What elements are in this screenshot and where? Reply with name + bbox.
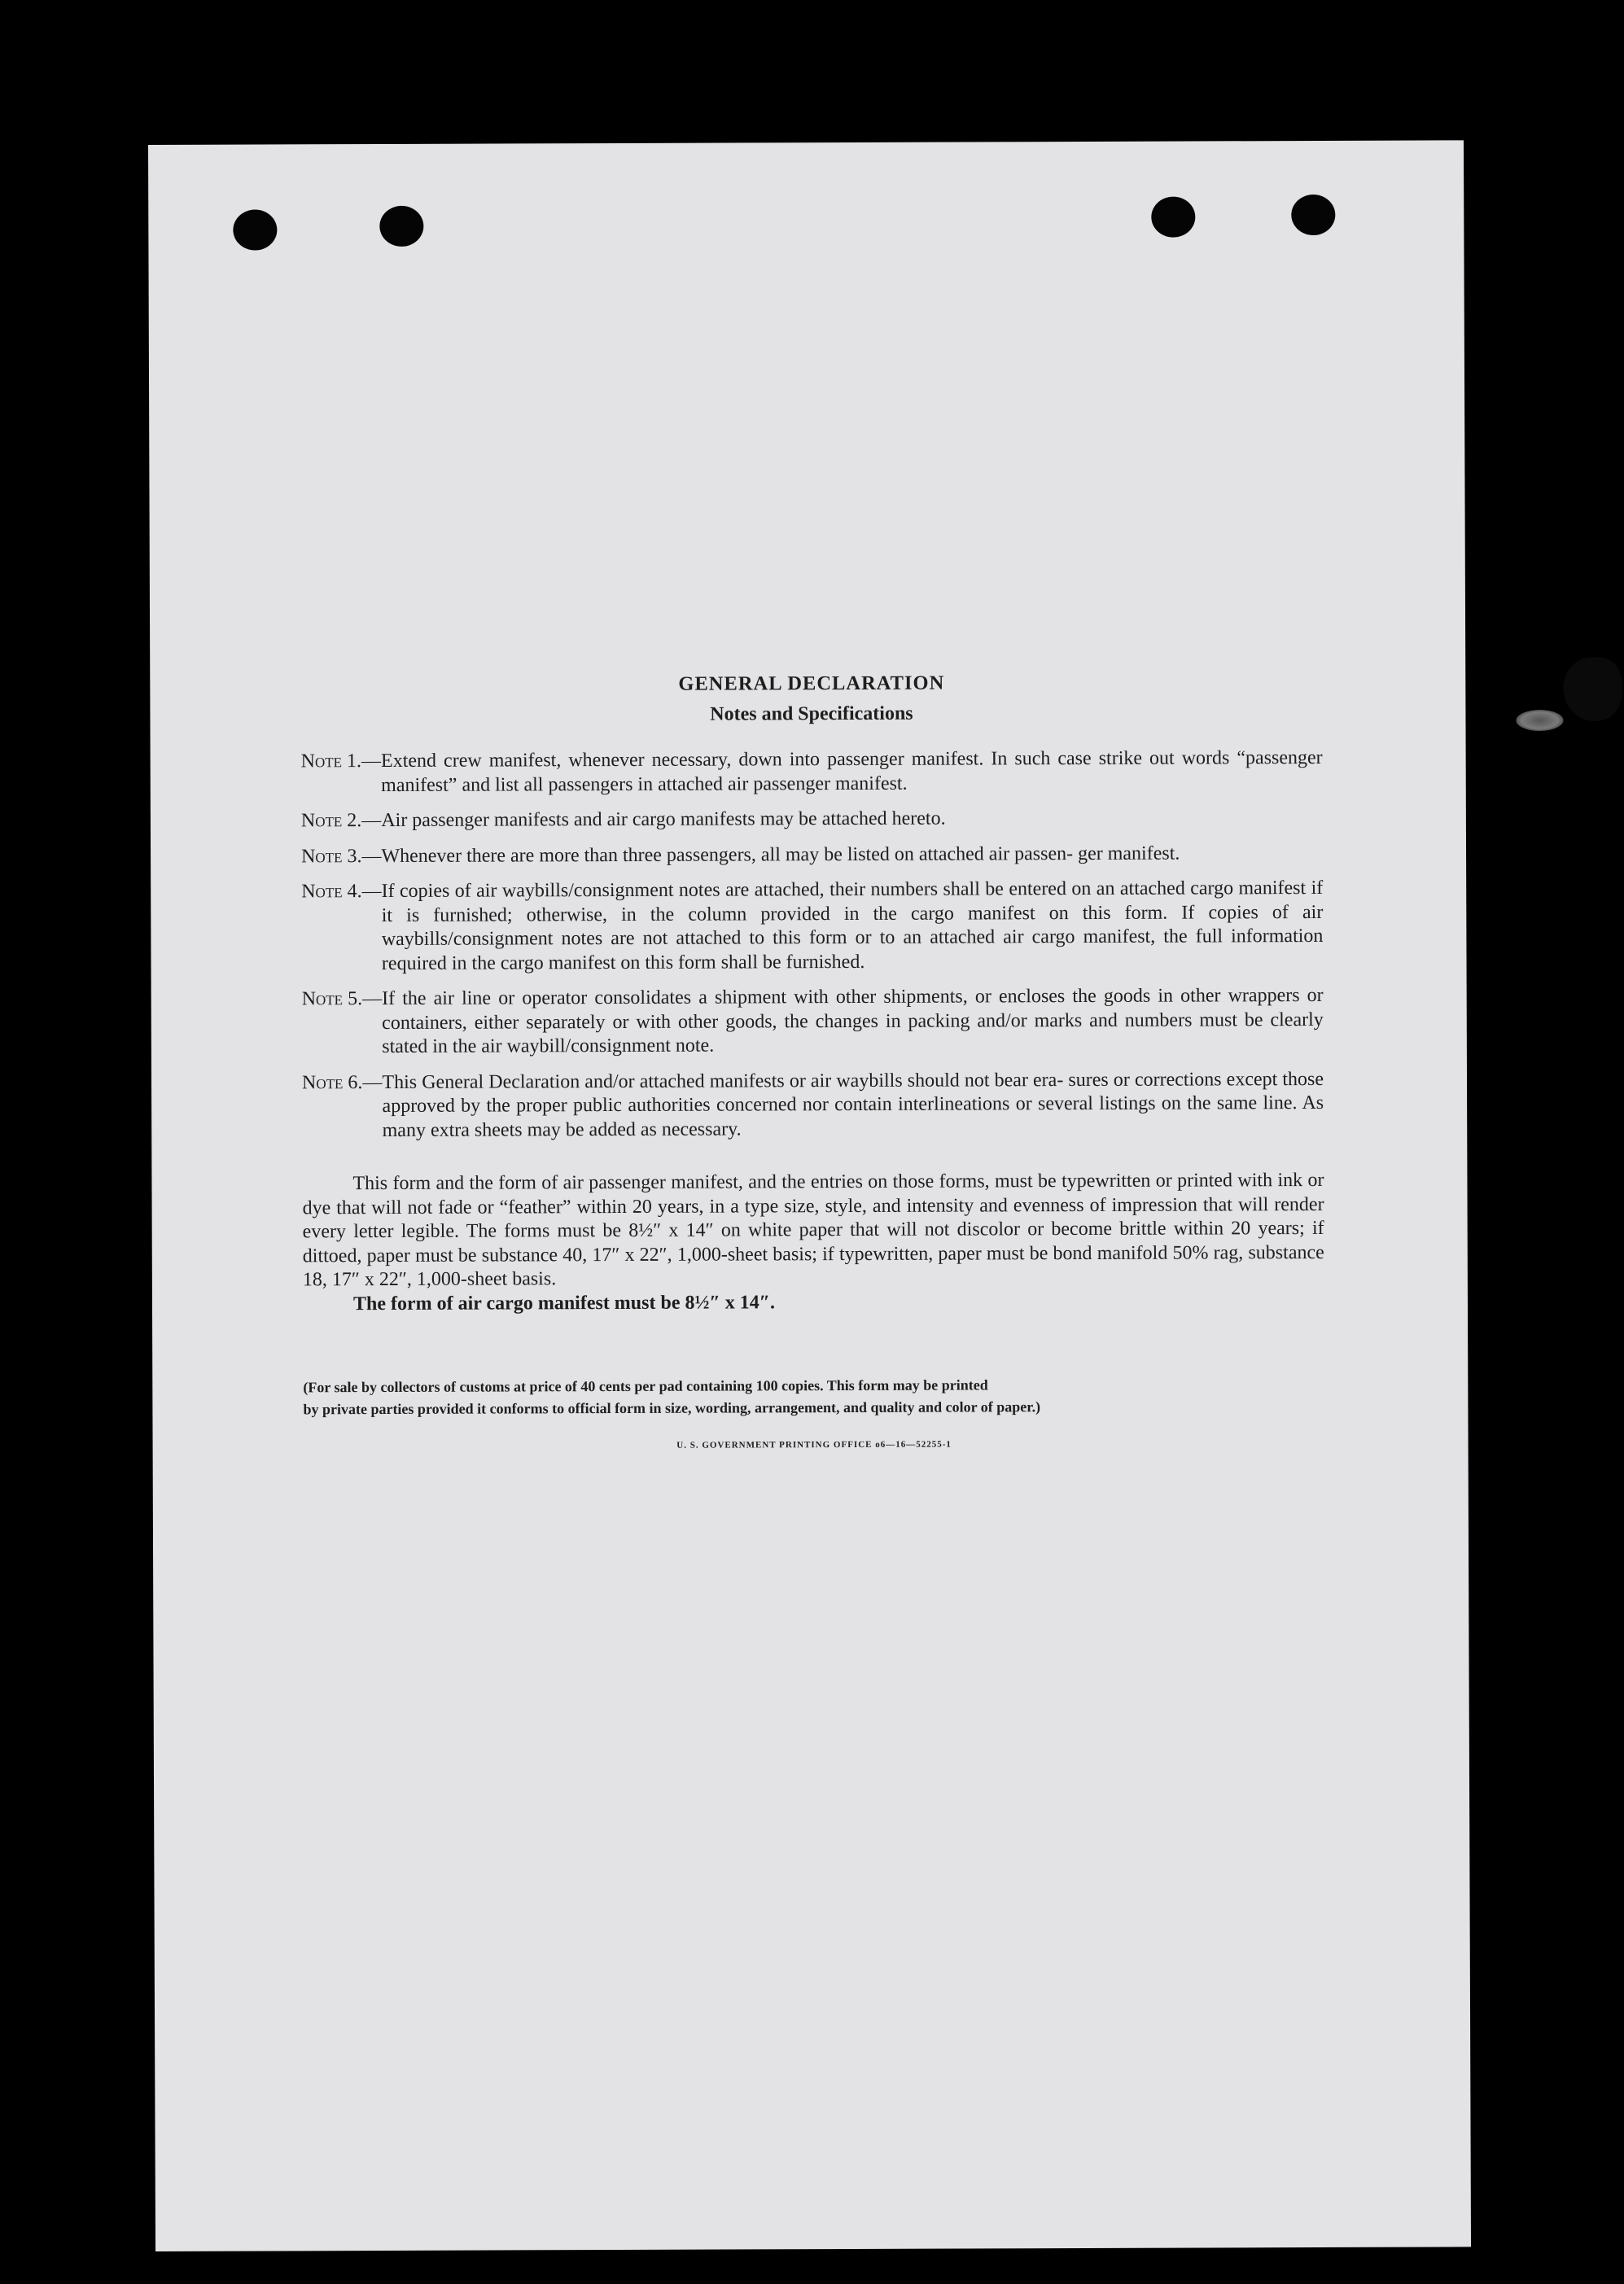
notes-content	[300, 668, 1324, 1451]
ink-smudge	[1516, 710, 1563, 731]
note-label: Note 2.—	[300, 810, 382, 832]
note-text-first-line: If copies of air waybills/consignment notes are attached, their numbers shall be entered	[381, 878, 1066, 903]
note-text-first-line: This General Declaration and/or attached manifests or air waybills should not bear era-	[382, 1069, 1064, 1093]
document-title: GENERAL DECLARATION	[678, 672, 945, 695]
note-label: Note 5.—	[301, 988, 383, 1010]
punch-hole-1	[233, 209, 277, 250]
note-body	[382, 877, 1324, 976]
sale-notice	[303, 1373, 1324, 1420]
cargo-manifest-size-text: The form of air cargo manifest must be 8½″ x 14″.	[352, 1291, 776, 1315]
note-text: strike out words “passenger manifest” and list all passengers in attached air passenger manifest.	[381, 746, 1323, 796]
document-page	[148, 140, 1471, 2251]
document-subtitle: Notes and Specifications	[710, 702, 913, 725]
note-text: ger manifest.	[1078, 842, 1180, 864]
note-text-first-line: Extend crew manifest, whenever necessary, down into passenger manifest. In such case	[380, 747, 1092, 772]
note-body	[382, 1067, 1324, 1143]
note-3	[301, 841, 1323, 869]
note-text-first-line: Whenever there are more than three passengers, all may be listed on attached air passen-	[381, 842, 1074, 867]
note-5	[302, 984, 1324, 1060]
punch-hole-2	[379, 206, 423, 247]
note-label: Note 6.—	[301, 1071, 383, 1093]
specifications-paragraph	[302, 1169, 1324, 1316]
note-text: sures or corrections except those approved by the proper public authorities concerned nor contain interlineations or several listings on the same line. As many extra sheets may be added as necessary.	[382, 1068, 1324, 1141]
note-text: goods in other wrappers or containers, either separately or with other goods, the changes in packing and/or marks and numbers must be clearly stated in the air waybill/consignment note.	[382, 984, 1324, 1058]
note-label: Note 1.—	[300, 750, 382, 772]
note-body	[382, 984, 1324, 1060]
note-1	[301, 746, 1323, 798]
note-body	[381, 746, 1323, 798]
note-text-first-line: Air passenger manifests and air cargo manifests may be attached hereto.	[381, 807, 946, 832]
note-text: on an attached cargo manifest if it is furnished; otherwise, in the column provided in the cargo manifest on this form. If copies of air waybills/consignment notes are not attached to this form or to an attached air cargo manifest, the full information required in the cargo manifest on this form shall be furnished.	[381, 877, 1324, 974]
note-body	[381, 841, 1323, 869]
sale-notice-line-2: by private parties provided it conforms to official form in size, wording, arrangement, and quality and color of paper.)	[303, 1398, 1041, 1418]
paper-requirements-text: This form and the form of air passenger manifest, and the entries on those forms, must be typewritten or printed with ink or dye that will not fade or “feather” within 20 years, in a type size, style, and intensity and evenness of impression that will render every letter legible. The forms must be 8½″ x 14″ on white paper that will not discolor or become brittle within 20 years; if dittoed, paper must be substance 40, 17″ x 22″, 1,000-sheet basis; if typewritten, paper must be bond manifold 50% rag, substance 18, 17″ x 22″, 1,000-sheet basis.	[302, 1169, 1324, 1291]
printing-office-imprint: U. S. GOVERNMENT PRINTING OFFICE o6—16—52255-1	[676, 1439, 952, 1450]
punch-hole-4	[1291, 195, 1335, 235]
punch-hole-3	[1151, 197, 1195, 238]
note-4	[301, 877, 1323, 976]
note-body	[381, 806, 1323, 834]
sale-notice-line-1: (For sale by collectors of customs at price of 40 cents per pad containing 100 copies. This form may be printed	[303, 1376, 988, 1396]
ink-blot	[1563, 658, 1622, 721]
note-6	[302, 1067, 1324, 1143]
note-label: Note 3.—	[301, 845, 382, 867]
note-label: Note 4.—	[301, 881, 382, 903]
note-2	[301, 806, 1323, 834]
note-text-first-line: If the air line or operator consolidates a shipment with other shipments, or encloses the	[382, 985, 1097, 1010]
